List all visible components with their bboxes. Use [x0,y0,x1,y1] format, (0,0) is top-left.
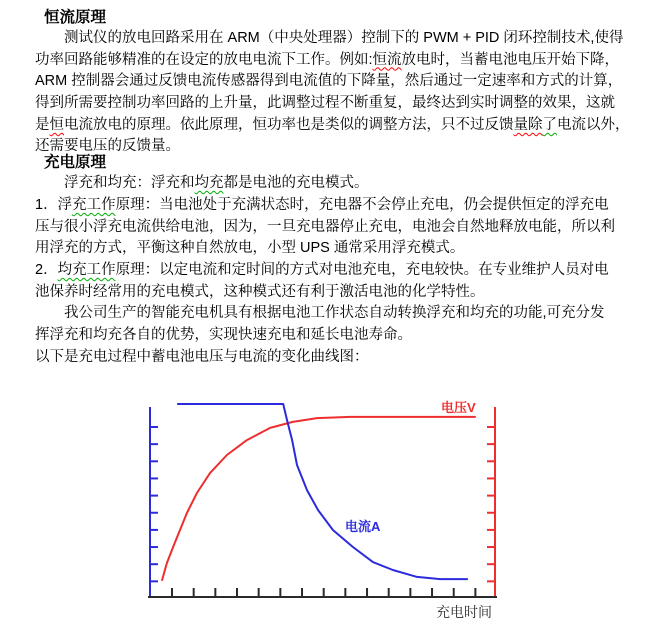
text-run: 放电时，当蓄电池电压开始下降， [401,51,620,68]
spellcheck-flagged-text: 恒流 [372,51,402,68]
text-run: 浮充和均充：浮充和 [64,175,195,192]
grammar-flagged-text: 均充工作 [57,261,116,278]
text-run: 还需要电压的反馈量。 [35,138,180,155]
grammar-flagged-text: 了 [542,116,557,133]
x-axis-label: 充电时间 [436,604,492,620]
text-run: 我公司生产的智能充电机具有根据电池工作状态自动转换浮充和均充的功能,可充分发 [64,305,605,322]
voltage-series-label: 电压V [441,400,476,415]
text-run: 挥浮充和均充各自的优势，实现快速充电和延长电池寿命。 [35,326,412,343]
text-run: 是 [35,116,50,133]
text-run: 都是电池的充电模式。 [223,175,369,192]
text-run: ARM 控制器会通过反馈电流传感器得到电流值的下降量，然后通过一定速率和方式的计算， [35,73,623,90]
text-run: 原理：当电池处于充满状态时，充电器不会停止充电，仍会提供恒定的浮充电 [115,196,609,213]
text-run: 得到所需要控制功率回路的上升量，此调整过程不断重复，最终达到实时调整的效果，这就 [35,95,615,112]
text-run: 测试仪的放电回路采用在 ARM（中央处理器）控制下的 PWM + PID 闭环控制技术,使得 [64,30,624,46]
text-run: 电流放电的原理。依此原理，恒功率也是类似的调整方法，只不过反馈 [64,116,514,133]
spellcheck-flagged-text: 恒 [49,116,64,133]
grammar-flagged-text: 充工作 [72,196,116,213]
grammar-flagged-text: 均充 [194,175,224,192]
section-heading-constant-current: 恒流原理 [44,9,107,26]
text-run: 压与很小浮充电流供给电池，因为，一旦充电器停止充电，电池会自然地释放电能，所以利 [35,218,615,235]
text-run: 电流以外， [557,116,630,133]
voltage-curve [162,417,475,580]
text-run: 2． [35,261,58,278]
text-run: 功率回路能够精准的在设定的放电电流下工作。例如: [35,51,373,68]
text-run: 以下是充电过程中蓄电池电压与电流的变化曲线图： [35,348,369,365]
text-run: 1．浮 [35,196,73,213]
current-curve [178,404,467,579]
section-heading-charging: 充电原理 [44,154,107,172]
current-series-label: 电流A [345,519,381,534]
spellcheck-flagged-text: 量除 [513,116,543,133]
text-run: 用浮充的方式，平衡这种自然放电，小型 UPS 通常采用浮充模式。 [35,240,465,257]
text-run: 池保养时经常用的充电模式，这种模式还有利于激活电池的化学特性。 [35,283,485,300]
text-run: 原理：以定电流和定时间的方式对电池充电，充电较快。在专业维护人员对电 [115,261,609,278]
